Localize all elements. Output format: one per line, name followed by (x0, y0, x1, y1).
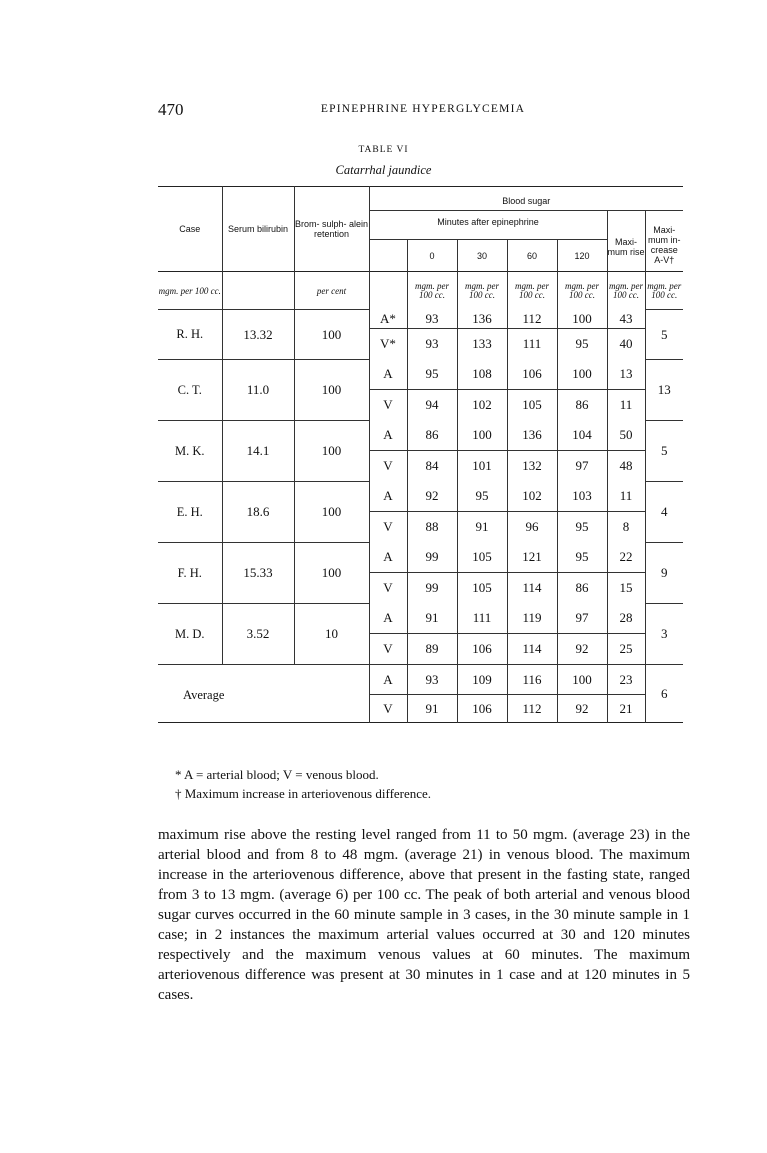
table-caption: Catarrhal jaundice (335, 163, 432, 177)
serum-bilirubin-value: 18.6 (222, 482, 294, 543)
arterial-row (158, 360, 683, 390)
retention-value: 100 (294, 543, 369, 604)
case-name: E. H. (158, 482, 222, 543)
header-blood-sugar: Blood sugar (369, 187, 683, 211)
venous-value-m30: 91 (457, 512, 507, 543)
blood-type-label: V (369, 573, 407, 604)
arterial-value-rise: 28 (607, 604, 645, 634)
arterial-value-m30: 109 (457, 665, 507, 695)
venous-value-m120: 86 (557, 390, 607, 421)
table-label: TABLE VI (358, 145, 409, 155)
arterial-value-m0: 91 (407, 604, 457, 634)
arterial-value-m60: 112 (507, 310, 557, 329)
venous-value-m60: 132 (507, 451, 557, 482)
max-increase-value: 9 (645, 543, 683, 604)
venous-value-m30: 133 (457, 329, 507, 360)
venous-value-m120: 92 (557, 634, 607, 665)
venous-value-m60: 111 (507, 329, 557, 360)
arterial-value-m30: 100 (457, 421, 507, 451)
venous-value-m120: 92 (557, 695, 607, 723)
venous-value-m120: 86 (557, 573, 607, 604)
table-cell (222, 272, 294, 310)
venous-value-m60: 114 (507, 573, 557, 604)
blood-type-label: A (369, 421, 407, 451)
arterial-row (158, 604, 683, 634)
blood-type-label: V (369, 512, 407, 543)
venous-value-m60: 105 (507, 390, 557, 421)
arterial-value-m60: 102 (507, 482, 557, 512)
arterial-value-m0: 95 (407, 360, 457, 390)
max-increase-value: 5 (645, 421, 683, 482)
arterial-row (158, 482, 683, 512)
arterial-value-m120: 104 (557, 421, 607, 451)
arterial-value-m30: 105 (457, 543, 507, 573)
page-number: 470 (158, 100, 184, 119)
arterial-value-m0: 92 (407, 482, 457, 512)
case-name: F. H. (158, 543, 222, 604)
serum-bilirubin-value: 3.52 (222, 604, 294, 665)
header-serum-bilirubin: Serum bilirubin (222, 187, 294, 272)
serum-bilirubin-value: 14.1 (222, 421, 294, 482)
venous-value-m0: 88 (407, 512, 457, 543)
arterial-value-m120: 100 (557, 310, 607, 329)
arterial-value-m60: 121 (507, 543, 557, 573)
venous-value-rise: 11 (607, 390, 645, 421)
arterial-value-rise: 50 (607, 421, 645, 451)
header-minute-120: 120 (557, 240, 607, 272)
arterial-value-m0: 99 (407, 543, 457, 573)
arterial-row (158, 543, 683, 573)
arterial-value-m0: 93 (407, 310, 457, 329)
max-increase-value: 6 (645, 665, 683, 723)
header-minute-60: 60 (507, 240, 557, 272)
arterial-value-m120: 95 (557, 543, 607, 573)
case-name: M. D. (158, 604, 222, 665)
unit-blood-sugar: mgm. per 100 cc. (507, 272, 557, 310)
blood-type-label: V* (369, 329, 407, 360)
case-name: C. T. (158, 360, 222, 421)
venous-value-rise: 40 (607, 329, 645, 360)
venous-value-m0: 93 (407, 329, 457, 360)
blood-type-label: V (369, 390, 407, 421)
arterial-value-m120: 100 (557, 360, 607, 390)
venous-value-m30: 105 (457, 573, 507, 604)
arterial-value-m120: 103 (557, 482, 607, 512)
blood-type-label: V (369, 451, 407, 482)
header-max-increase: Maxi- mum in- crease A-V† (648, 225, 681, 265)
header-bromsulphalein: Brom- sulph- alein retention (294, 187, 369, 272)
venous-value-m60: 112 (507, 695, 557, 723)
serum-bilirubin-value: 11.0 (222, 360, 294, 421)
arterial-value-m30: 95 (457, 482, 507, 512)
arterial-value-rise: 23 (607, 665, 645, 695)
venous-value-m30: 106 (457, 695, 507, 723)
serum-bilirubin-value: 15.33 (222, 543, 294, 604)
venous-value-m0: 91 (407, 695, 457, 723)
venous-value-m30: 101 (457, 451, 507, 482)
venous-value-m0: 84 (407, 451, 457, 482)
blood-type-label: V (369, 634, 407, 665)
case-name: R. H. (158, 310, 222, 360)
retention-value: 100 (294, 421, 369, 482)
unit-blood-sugar: mgm. per 100 cc. (457, 272, 507, 310)
arterial-value-m30: 136 (457, 310, 507, 329)
arterial-value-m0: 86 (407, 421, 457, 451)
average-label: Average (158, 665, 369, 723)
venous-value-rise: 25 (607, 634, 645, 665)
blood-type-label: A* (369, 310, 407, 329)
blood-type-label: A (369, 360, 407, 390)
arterial-row (158, 310, 683, 329)
unit-blood-sugar: mgm. per 100 cc. (607, 272, 645, 310)
arterial-value-rise: 13 (607, 360, 645, 390)
max-increase-value: 13 (645, 360, 683, 421)
venous-value-m30: 102 (457, 390, 507, 421)
venous-value-m120: 97 (557, 451, 607, 482)
table-cell (369, 272, 407, 310)
venous-value-m0: 89 (407, 634, 457, 665)
blood-sugar-table (158, 186, 683, 723)
arterial-value-m30: 111 (457, 604, 507, 634)
header-row (158, 187, 683, 211)
arterial-row (158, 665, 683, 695)
header-minute-0: 0 (407, 240, 457, 272)
blood-type-label: A (369, 665, 407, 695)
retention-value: 10 (294, 604, 369, 665)
retention-value: 100 (294, 360, 369, 421)
venous-value-m0: 94 (407, 390, 457, 421)
arterial-value-m60: 106 (507, 360, 557, 390)
venous-value-rise: 8 (607, 512, 645, 543)
arterial-value-m60: 119 (507, 604, 557, 634)
header-max-rise: Maxi- mum rise (607, 211, 645, 272)
arterial-value-m30: 108 (457, 360, 507, 390)
header-minutes: Minutes after epinephrine (369, 211, 607, 240)
max-increase-value: 3 (645, 604, 683, 665)
venous-value-rise: 15 (607, 573, 645, 604)
running-head (158, 100, 688, 124)
arterial-value-rise: 22 (607, 543, 645, 573)
blood-type-label: A (369, 604, 407, 634)
venous-value-m60: 96 (507, 512, 557, 543)
blood-type-label: V (369, 695, 407, 723)
arterial-value-m0: 93 (407, 665, 457, 695)
footnote-max-increase: † Maximum increase in arteriovenous difference. (175, 786, 432, 801)
unit-bilirubin: mgm. per 100 cc. (158, 272, 222, 310)
arterial-value-m120: 97 (557, 604, 607, 634)
venous-value-m60: 114 (507, 634, 557, 665)
venous-value-rise: 48 (607, 451, 645, 482)
unit-bromsulph: per cent (294, 272, 369, 310)
blood-type-label: A (369, 482, 407, 512)
header-minute-30: 30 (457, 240, 507, 272)
table-body (158, 187, 683, 723)
max-increase-value: 4 (645, 482, 683, 543)
unit-max-increase: mgm. per 100 cc. (647, 281, 682, 300)
max-increase-value: 5 (645, 310, 683, 360)
venous-value-m0: 99 (407, 573, 457, 604)
serum-bilirubin-value: 13.32 (222, 310, 294, 360)
footnote-arterial-venous: * A = arterial blood; V = venous blood. (175, 767, 379, 782)
arterial-value-rise: 11 (607, 482, 645, 512)
arterial-value-m120: 100 (557, 665, 607, 695)
unit-blood-sugar: mgm. per 100 cc. (407, 272, 457, 310)
retention-value: 100 (294, 482, 369, 543)
arterial-value-m60: 136 (507, 421, 557, 451)
body-paragraph: maximum rise above the resting level ranged from 11 to 50 mgm. (average 23) in the arterial blood and from 8 to 48 mgm. (average 21) in venous blood. The maximum increase in the arteriovenous difference, above that present in the fasting state, ranged from 3 to 13 mgm. (average 6) per 100 cc. The peak of both arterial and venous blood sugar curves occurred in the 60 minute sample in 3 cases, in the 30 minute sample in 1 case; in 2 instances the maximum arterial values occurred at 30 and 120 minutes respectively and the maximum venous values at 60 minutes. The maximum arteriovenous difference was present at 30 minutes in 1 case and at 120 minutes in 5 cases. (158, 827, 690, 1003)
venous-value-m120: 95 (557, 512, 607, 543)
arterial-row (158, 421, 683, 451)
retention-value: 100 (294, 310, 369, 360)
arterial-value-rise: 43 (607, 310, 645, 329)
units-row (158, 272, 683, 310)
venous-value-rise: 21 (607, 695, 645, 723)
header-case: Case (158, 187, 222, 272)
case-name: M. K. (158, 421, 222, 482)
arterial-value-m60: 116 (507, 665, 557, 695)
running-title: EPINEPHRINE HYPERGLYCEMIA (320, 103, 526, 115)
venous-value-m30: 106 (457, 634, 507, 665)
blood-type-label: A (369, 543, 407, 573)
table-cell (369, 240, 407, 272)
venous-value-m120: 95 (557, 329, 607, 360)
unit-blood-sugar: mgm. per 100 cc. (557, 272, 607, 310)
